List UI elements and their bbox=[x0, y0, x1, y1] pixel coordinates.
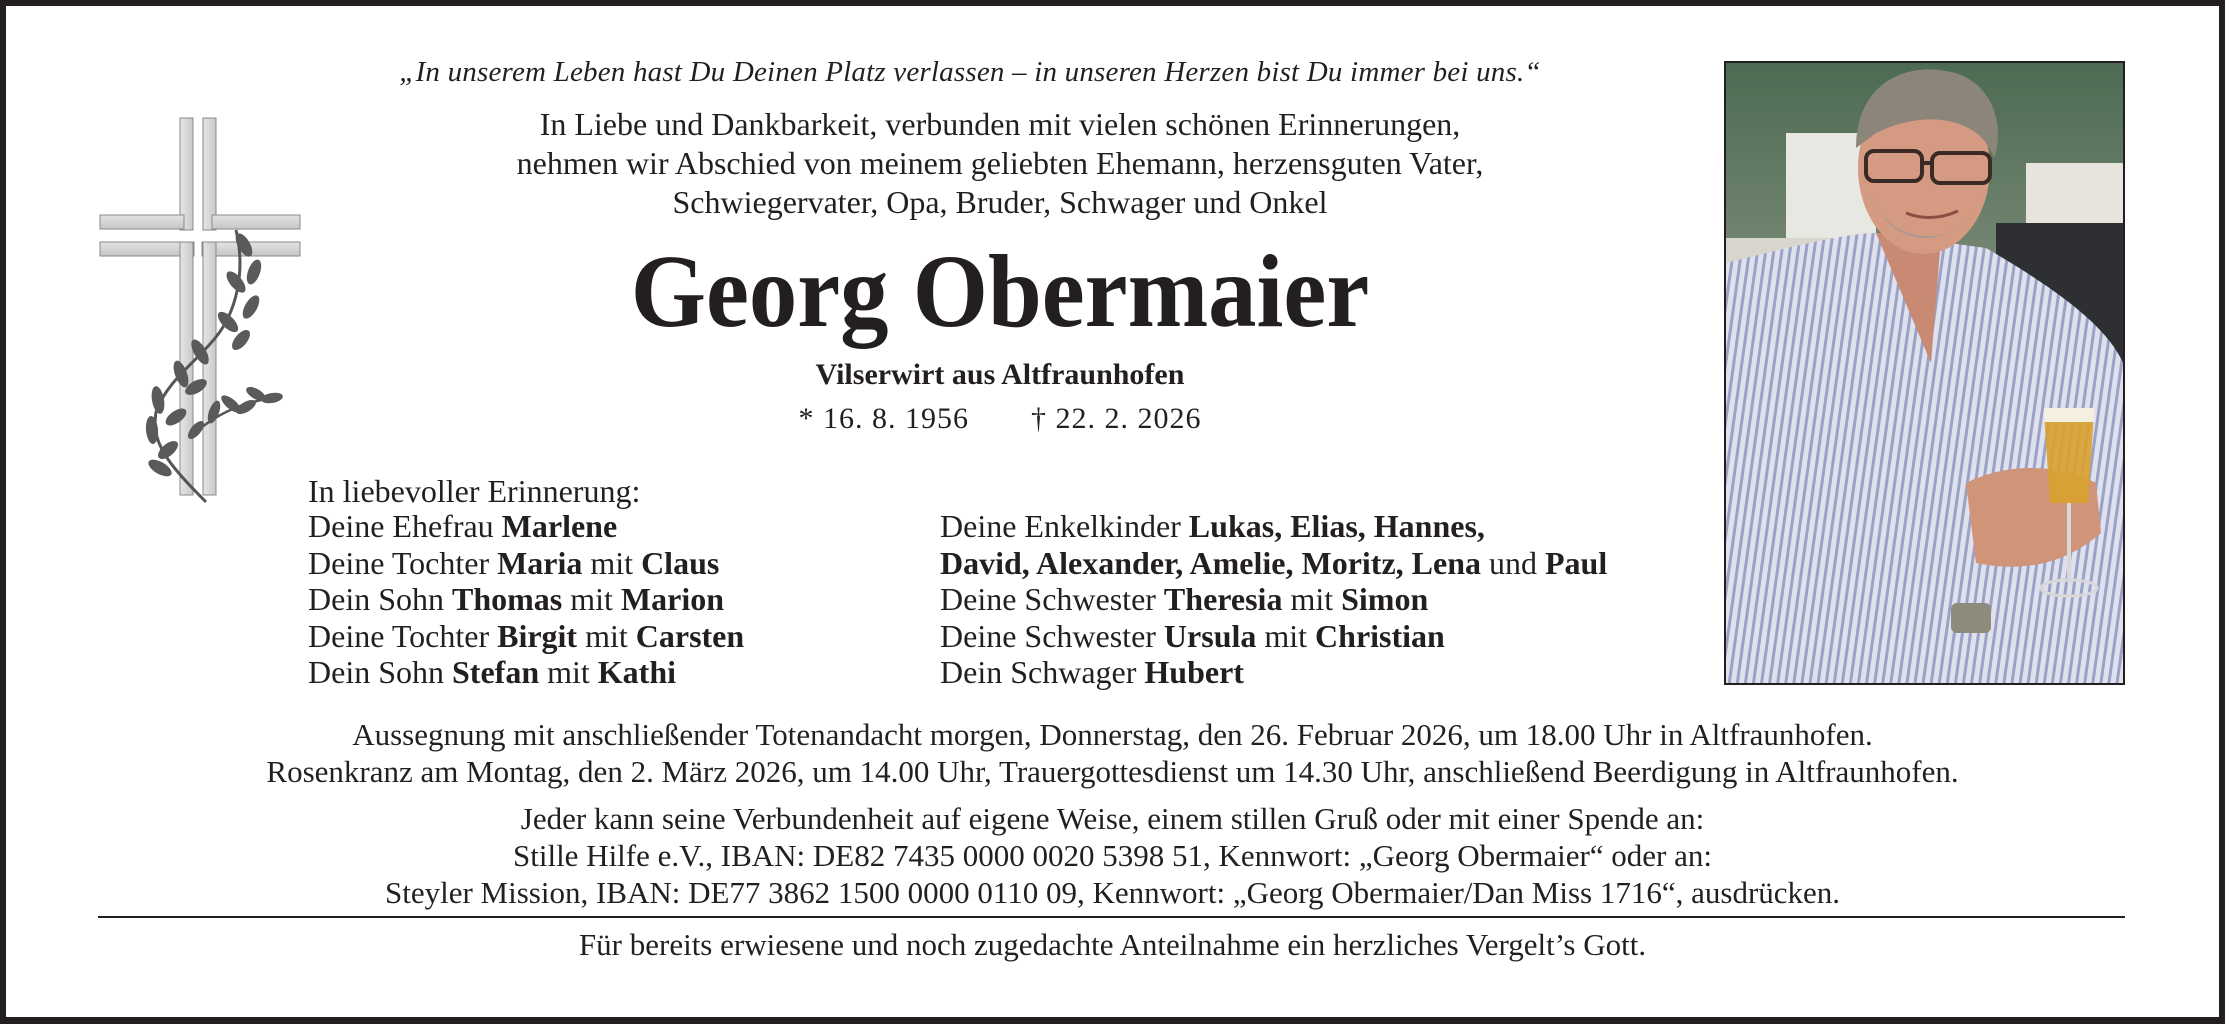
divider bbox=[98, 916, 2125, 918]
family-row: Dein Sohn Thomas mit Marion bbox=[308, 581, 725, 618]
deceased-subtitle: Vilserwirt aus Altfraunhofen bbox=[815, 358, 1185, 391]
intro-text bbox=[300, 105, 1700, 222]
donation-line: Jeder kann seine Verbundenheit auf eigene Weise, einem stillen Gruß oder mit einer Spende an: bbox=[520, 801, 1705, 836]
family-row: Deine Enkelkinder Lukas, Elias, Hannes, bbox=[940, 508, 1485, 544]
service-line: Rosenkranz am Montag, den 2. März 2026, um 14.00 Uhr, Trauergottesdienst um 14.30 Uhr, anschließend Beerdigung in Altfraunhofen. bbox=[266, 754, 1959, 789]
deceased-name: Georg Obermaier bbox=[630, 234, 1370, 349]
family-row: David, Alexander, Amelie, Moritz, Lena und Paul bbox=[940, 544, 1608, 581]
intro-line: Schwiegervater, Opa, Bruder, Schwager und Onkel bbox=[672, 184, 1328, 220]
family-row: Deine Schwester Ursula mit Christian bbox=[940, 617, 1445, 654]
portrait-image bbox=[1726, 63, 2123, 683]
family-row: Deine Ehefrau Marlene bbox=[308, 508, 618, 544]
family-list-left bbox=[308, 508, 744, 691]
memory-heading: In liebevoller Erinnerung: bbox=[308, 473, 641, 509]
birth-date: * 16. 8. 1956 bbox=[798, 402, 969, 435]
donation-line: Steyler Mission, IBAN: DE77 3862 1500 0000 0110 09, Kennwort: „Georg Obermaier/Dan Miss 1716“, ausdrücken. bbox=[384, 875, 1841, 910]
life-dates bbox=[300, 402, 1700, 436]
portrait-photo bbox=[1724, 61, 2125, 685]
service-line: Aussegnung mit anschließender Totenandacht morgen, Donnerstag, den 26. Februar 2026, um 18.00 Uhr in Altfraunhofen. bbox=[352, 717, 1873, 752]
family-row: Deine Schwester Theresia mit Simon bbox=[940, 581, 1429, 618]
donation-line: Stille Hilfe e.V., IBAN: DE82 7435 0000 0020 5398 51, Kennwort: „Georg Obermaier“ oder an: bbox=[512, 838, 1712, 873]
quote: „In unserem Leben hast Du Deinen Platz verlassen – in unseren Herzen bist Du immer bei uns.“ bbox=[399, 56, 1541, 88]
death-date: † 22. 2. 2026 bbox=[1031, 402, 1202, 435]
intro-line: nehmen wir Abschied von meinem geliebten Ehemann, herzensguten Vater, bbox=[516, 145, 1484, 181]
cross-icon bbox=[96, 112, 306, 508]
family-row: Deine Tochter Maria mit Claus bbox=[308, 544, 720, 581]
family-row: Dein Schwager Hubert bbox=[940, 654, 1244, 691]
service-info bbox=[60, 716, 2165, 790]
family-row: Dein Sohn Stefan mit Kathi bbox=[308, 654, 677, 691]
family-row: Deine Tochter Birgit mit Carsten bbox=[308, 617, 745, 654]
intro-line: In Liebe und Dankbarkeit, verbunden mit vielen schönen Erinnerungen, bbox=[539, 106, 1461, 142]
donation-info bbox=[60, 800, 2165, 911]
family-list-right bbox=[940, 508, 1607, 691]
thanks-line: Für bereits erwiesene und noch zugedachte Anteilnahme ein herzliches Vergelt’s Gott. bbox=[578, 927, 1647, 962]
